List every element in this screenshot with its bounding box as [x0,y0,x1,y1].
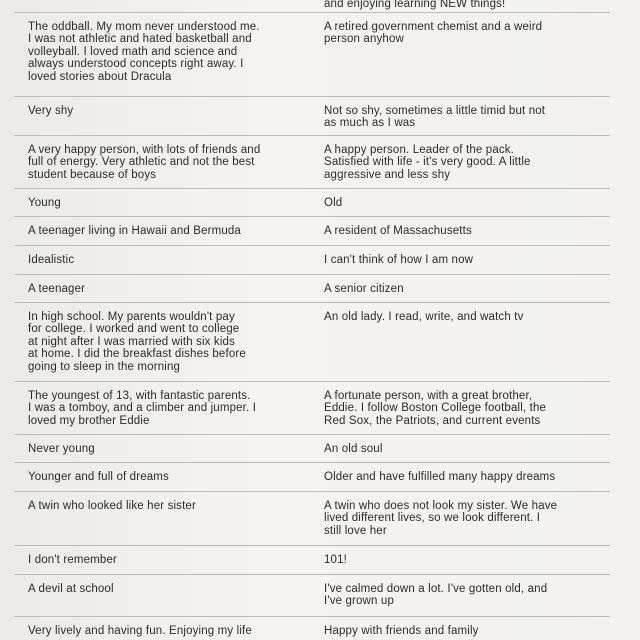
now-cell: I've calmed down a lot. I've gotten old, and I've grown up [324,583,548,608]
table-row [14,245,610,275]
now-cell: Not so shy, sometimes a little timid but not as much as I was [324,105,546,130]
then-cell: The oddball. My mom never understood me. I was not athletic and hated basketball and volleyball. I loved math and science and always understood concepts right away. I loved stories about Dracula [28,21,260,83]
then-cell: Young [28,197,61,209]
now-cell: and enjoying learning NEW things! [324,0,506,10]
now-cell: Happy with friends and family [324,625,479,637]
table-row [14,462,610,492]
now-cell: An old soul [324,443,383,455]
now-cell: Old [324,197,343,209]
now-cell: A senior citizen [324,283,404,295]
table-row [14,381,610,435]
now-cell: I can't think of how I am now [324,254,474,266]
then-cell: In high school. My parents wouldn't pay for college. I worked and went to college at night after I was married with six kids at home. I did the breakfast dishes before going to sleep in the morning [28,311,246,373]
now-cell: A happy person. Leader of the pack. Satisfied with life - it's very good. A little aggressive and less shy [324,144,531,181]
now-cell: 101! [324,554,347,566]
table-row [14,434,610,463]
table-row [14,545,610,575]
then-cell: The youngest of 13, with fantastic parents. I was a tomboy, and a climber and jumper. I loved my brother Eddie [28,390,257,427]
then-cell: A devil at school [28,583,114,595]
table-row [14,616,610,640]
then-cell: Very shy [28,105,74,117]
table-row [14,216,610,246]
then-cell: Idealistic [28,254,75,266]
then-cell: A teenager [28,283,86,295]
table-row [14,574,610,617]
table-row [14,12,610,97]
now-cell: A twin who does not look my sister. We have lived different lives, so we look different. I still love her [324,500,558,537]
then-cell: I don't remember [28,554,117,566]
table-row [14,274,610,303]
now-cell: A fortunate person, with a great brother, Eddie. I follow Boston College football, the Red Sox, the Patriots, and current events [324,390,547,427]
then-cell: Very lively and having fun. Enjoying my life [28,625,252,637]
then-cell: A very happy person, with lots of friends and full of energy. Very athletic and not the best student because of boys [28,144,261,181]
then-cell: A twin who looked like her sister [28,500,196,512]
table-row [14,188,610,217]
table-row [14,135,610,189]
table-row [14,96,610,136]
now-cell: A resident of Massachusetts [324,225,472,237]
table-row [14,491,610,546]
now-cell: An old lady. I read, write, and watch tv [324,311,524,323]
now-cell: A retired government chemist and a weird person anyhow [324,21,543,46]
then-cell: Younger and full of dreams [28,471,169,483]
table-row [14,302,610,382]
then-cell: Never young [28,443,95,455]
then-cell: A teenager living in Hawaii and Bermuda [28,225,241,237]
now-cell: Older and have fulfilled many happy dreams [324,471,556,483]
